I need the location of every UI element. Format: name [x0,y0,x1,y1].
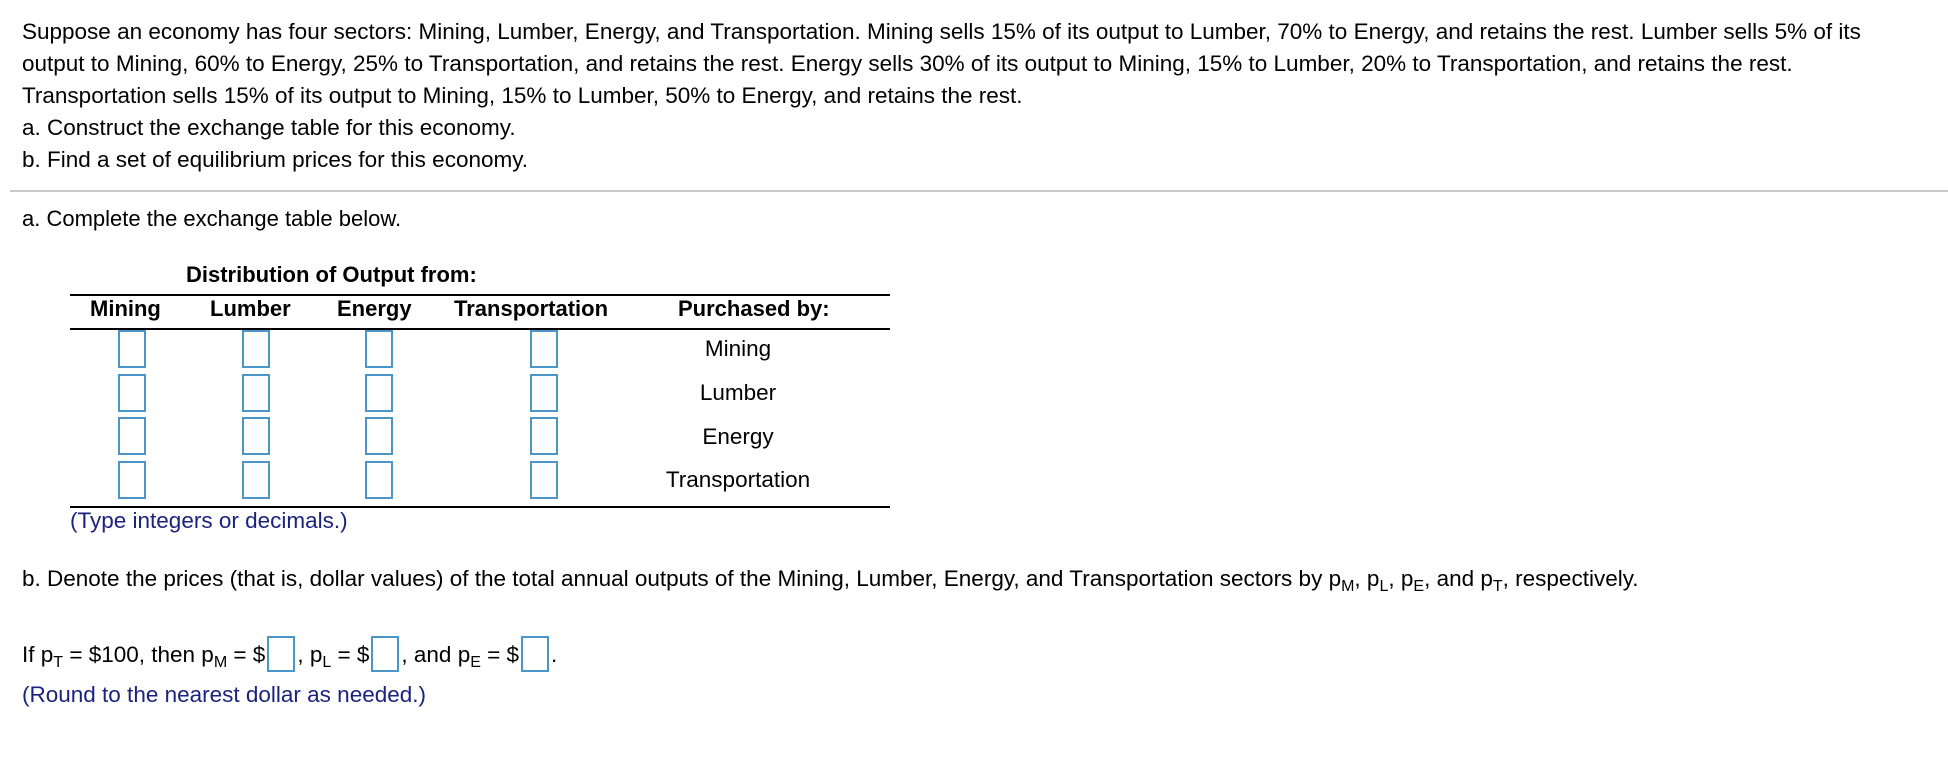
price-answer-line: If $p_T$ = $100, then $p_M$ = $ , $p_L$ = $ , and $p_E$ = $ . [22,638,557,674]
cell-energy-to-energy[interactable] [365,417,393,455]
row-label-lumber: Lumber [699,380,777,405]
cell-lumber-to-transportation[interactable] [242,461,270,499]
problem-statement [22,16,1927,176]
problem-item-b: b. Find a set of equilibrium prices for this economy. [22,147,529,172]
table-header-rule [70,328,890,330]
part-b-prompt: b. Denote the prices (that is, dollar values) of the total annual outputs of the Mining, Lumber, Energy, and Transportation sectors by $p_M$, $p_L$, $p_E$, and $p_T$, respectively. [22,566,1639,595]
cell-transportation-to-lumber[interactable] [530,374,558,412]
column-header-lumber: Lumber [210,296,291,321]
part-a-prompt: a. Complete the exchange table below. [22,206,402,231]
row-label-transportation: Transportation [665,467,811,492]
row-label-energy: Energy [702,424,774,449]
part-a-hint: (Type integers or decimals.) [70,508,348,533]
price-lumber-input[interactable] [371,636,399,672]
cell-energy-to-transportation[interactable] [365,461,393,499]
cell-transportation-to-transportation[interactable] [530,461,558,499]
row-label-mining: Mining [704,336,772,361]
column-header-transportation: Transportation [454,296,609,321]
exchange-table [70,262,890,508]
cell-mining-to-mining[interactable] [118,330,146,368]
cell-lumber-to-lumber[interactable] [242,374,270,412]
part-b-hint: (Round to the nearest dollar as needed.) [22,682,427,707]
cell-mining-to-lumber[interactable] [118,374,146,412]
cell-mining-to-transportation[interactable] [118,461,146,499]
cell-lumber-to-energy[interactable] [242,417,270,455]
purchased-by-header: Purchased by: [678,296,830,321]
column-header-mining: Mining [90,296,161,321]
cell-energy-to-lumber[interactable] [365,374,393,412]
cell-transportation-to-energy[interactable] [530,417,558,455]
column-header-energy: Energy [337,296,412,321]
cell-energy-to-mining[interactable] [365,330,393,368]
price-energy-input[interactable] [521,636,549,672]
problem-item-a: a. Construct the exchange table for this economy. [22,115,516,140]
cell-transportation-to-mining[interactable] [530,330,558,368]
cell-lumber-to-mining[interactable] [242,330,270,368]
problem-paragraph: Suppose an economy has four sectors: Mining, Lumber, Energy, and Transportation. Mining sells 15% of its output to Lumber, 70% to Energy, and retains the rest. Lumber sells 5% of its output to Mining, 60% to Energy, 25% to Transportation, and retains the rest. Energy sells 30% of its output to Mining, 15% to Lumber, 20% to Transportation, and retains the rest. Transportation sells 15% of its output to Mining, 15% to Lumber, 50% to Energy, and retains the rest. [22,19,1861,108]
section-divider [10,190,1948,192]
table-title: Distribution of Output from: [186,262,477,287]
cell-mining-to-energy[interactable] [118,417,146,455]
price-mining-input[interactable] [267,636,295,672]
